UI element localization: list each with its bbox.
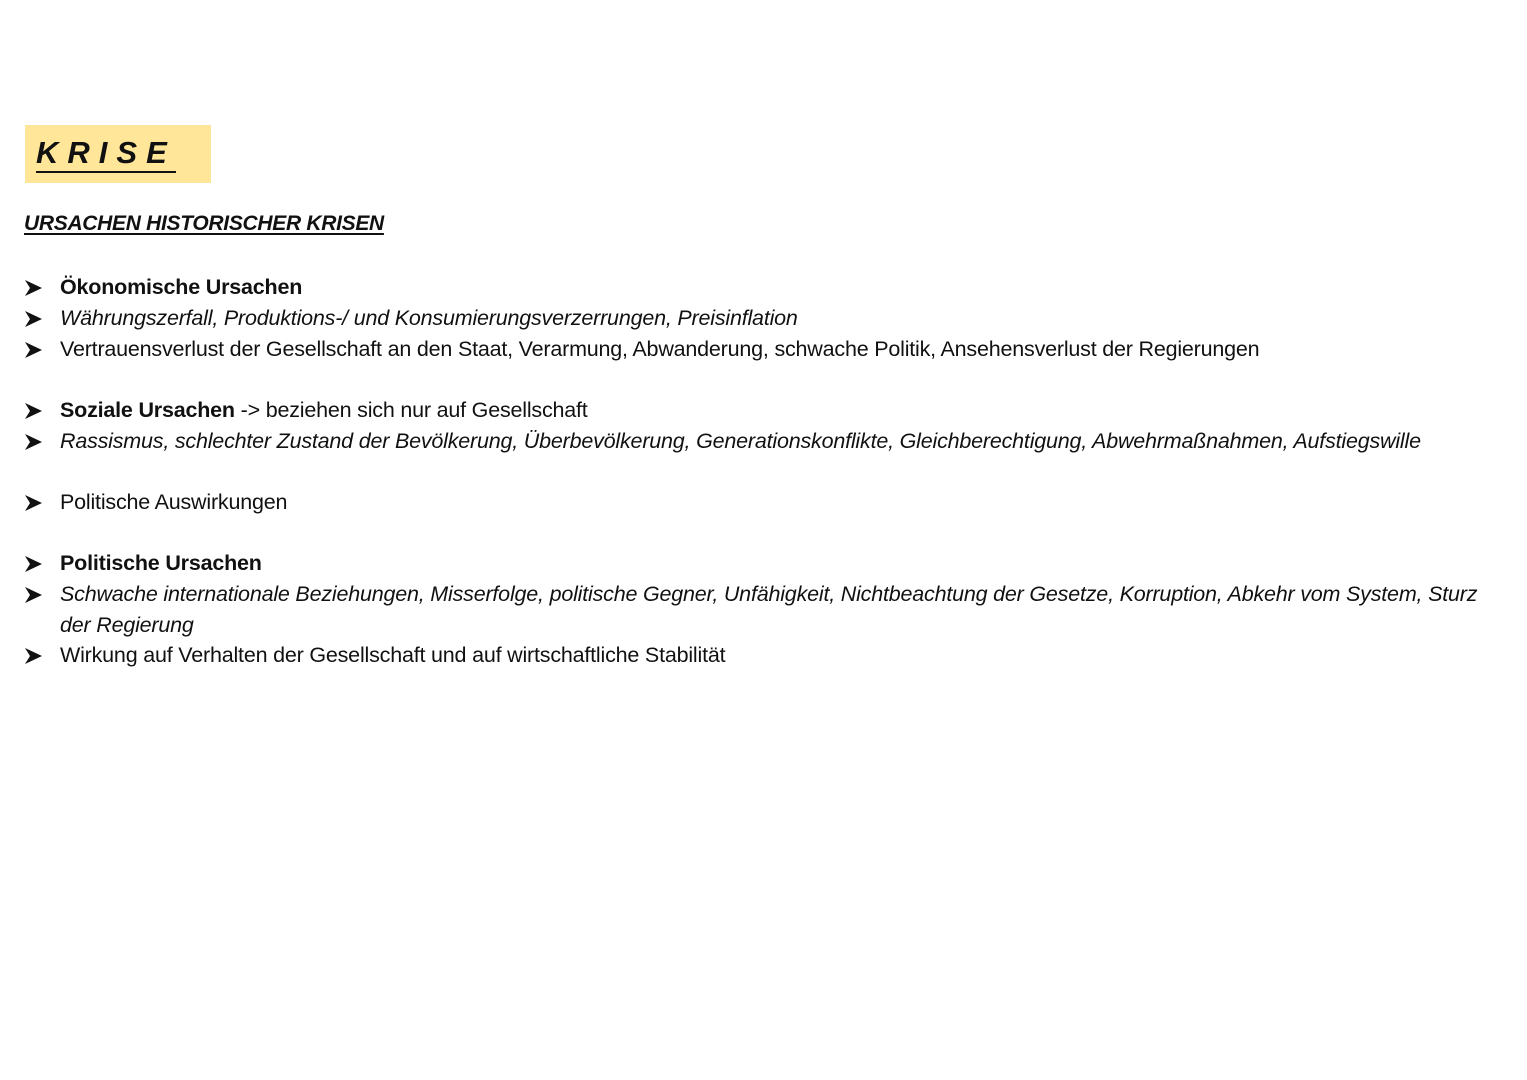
list-item-political-effects xyxy=(24,640,1484,671)
bullet-text: Vertrauensverlust der Gesellschaft an den Staat, Verarmung, Abwanderung, schwache Politik, Ansehensverlust der Regierungen xyxy=(60,337,1260,361)
list-item-economic-heading xyxy=(24,272,1484,303)
list-item-political-heading xyxy=(24,548,1484,579)
bullet-bold-text: Politische Ursachen xyxy=(60,551,262,575)
arrowhead-bullet-icon xyxy=(24,586,44,604)
arrowhead-bullet-icon xyxy=(24,647,44,665)
arrowhead-bullet-icon xyxy=(24,494,44,512)
arrowhead-bullet-icon xyxy=(24,433,44,451)
arrowhead-bullet-icon xyxy=(24,402,44,420)
list-item-social-effects xyxy=(24,487,1484,518)
list-item-political-examples xyxy=(24,579,1489,641)
arrowhead-bullet-icon xyxy=(24,310,44,328)
arrowhead-bullet-icon xyxy=(24,555,44,573)
list-item-social-heading xyxy=(24,395,1484,426)
page-title: KRISE xyxy=(36,135,176,173)
list-item-economic-effects xyxy=(24,334,1484,365)
bullet-italic-text: Schwache internationale Beziehungen, Misserfolge, politische Gegner, Unfähigkeit, Nichtbeachtung der Gesetze, Korruption, Abkehr vom System, Sturz der Regierung xyxy=(60,582,1478,637)
bullet-italic-text: Rassismus, schlechter Zustand der Bevölkerung, Überbevölkerung, Generationskonflikte, Gleichberechtigung, Abwehrmaßnahmen, Aufstiegswille xyxy=(60,429,1421,453)
title-highlight-box xyxy=(25,125,211,183)
list-item-social-examples xyxy=(24,426,1424,457)
section-subheading: URSACHEN HISTORISCHER KRISEN xyxy=(24,212,384,235)
arrowhead-bullet-icon xyxy=(24,279,44,297)
bullet-text: Wirkung auf Verhalten der Gesellschaft und auf wirtschaftliche Stabilität xyxy=(60,643,726,667)
arrowhead-bullet-icon xyxy=(24,341,44,359)
bullet-bold-text: Soziale Ursachen xyxy=(60,398,235,422)
bullet-bold-text: Ökonomische Ursachen xyxy=(60,275,303,299)
bullet-text: -> beziehen sich nur auf Gesellschaft xyxy=(234,398,588,422)
list-item-economic-examples xyxy=(24,303,1484,334)
bullet-text: Politische Auswirkungen xyxy=(60,490,288,514)
bullet-italic-text: Währungszerfall, Produktions-/ und Konsumierungsverzerrungen, Preisinflation xyxy=(60,306,798,330)
